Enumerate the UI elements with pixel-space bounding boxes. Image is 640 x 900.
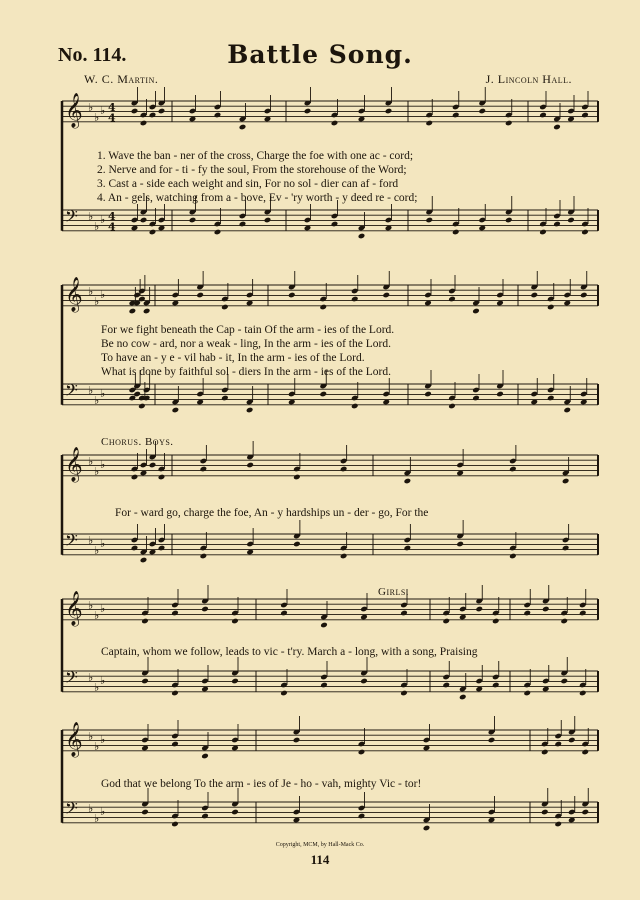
note-head bbox=[442, 618, 450, 625]
note-head bbox=[293, 541, 301, 548]
flat-sign: ♭ bbox=[100, 288, 106, 301]
note-head bbox=[424, 391, 432, 398]
hymn-number: No. 114. bbox=[58, 44, 127, 66]
bass-clef: 𝄢 bbox=[65, 798, 78, 822]
note-head bbox=[488, 737, 496, 744]
chorus-lyric-line-2: Captain, whom we follow, leads to vic - t'ry. March a - long, with a song, Praising bbox=[101, 646, 478, 658]
note-head bbox=[442, 682, 450, 689]
flat-sign: ♭ bbox=[100, 674, 106, 687]
note-head bbox=[214, 229, 222, 236]
note-head bbox=[400, 690, 408, 697]
note-head bbox=[448, 296, 456, 303]
note-head bbox=[158, 545, 166, 552]
note-head bbox=[523, 690, 531, 697]
note-head bbox=[425, 217, 433, 224]
note-head bbox=[231, 618, 239, 625]
treble-clef: 𝄞 bbox=[65, 93, 83, 128]
bass-clef: 𝄢 bbox=[65, 667, 78, 691]
note-head bbox=[358, 813, 366, 820]
note-head bbox=[196, 292, 204, 299]
note-head bbox=[246, 462, 254, 469]
note-head bbox=[568, 737, 576, 744]
note-head bbox=[129, 308, 137, 315]
note-head bbox=[264, 217, 272, 224]
note-head bbox=[560, 618, 568, 625]
flat-sign: ♭ bbox=[88, 802, 94, 815]
note-head bbox=[562, 545, 570, 552]
bass-clef: 𝄢 bbox=[65, 206, 78, 230]
time-signature: 4 bbox=[108, 210, 116, 223]
note-head bbox=[331, 221, 339, 228]
lyric-line-1-verse-4: 4. An - gels, watching from a - bove, Ev - 'ry worth - y deed re - cord; bbox=[97, 192, 418, 204]
note-head bbox=[143, 395, 151, 402]
note-head bbox=[340, 466, 348, 473]
note-head bbox=[472, 308, 480, 315]
note-head bbox=[547, 304, 555, 311]
flat-sign: ♭ bbox=[100, 537, 106, 550]
note-head bbox=[149, 112, 157, 119]
composer-credit: J. Lincoln Hall. bbox=[485, 72, 572, 86]
note-head bbox=[581, 112, 589, 119]
lyric-line-1-verse-2: 2. Nerve and for - ti - fy the soul, From the storehouse of the Word; bbox=[97, 164, 407, 176]
note-head bbox=[509, 553, 517, 560]
note-head bbox=[554, 821, 562, 828]
flat-sign: ♭ bbox=[88, 384, 94, 397]
note-head bbox=[171, 821, 179, 828]
note-head bbox=[423, 825, 431, 832]
note-head bbox=[288, 292, 296, 299]
flat-sign: ♭ bbox=[94, 394, 100, 407]
note-head bbox=[358, 233, 366, 240]
note-head bbox=[171, 610, 179, 617]
note-head bbox=[478, 108, 486, 115]
flat-sign: ♭ bbox=[94, 812, 100, 825]
flat-sign: ♭ bbox=[88, 671, 94, 684]
note-head bbox=[475, 606, 483, 613]
flat-sign: ♭ bbox=[94, 681, 100, 694]
flat-sign: ♭ bbox=[100, 104, 106, 117]
note-head bbox=[400, 610, 408, 617]
flat-sign: ♭ bbox=[94, 740, 100, 753]
note-head bbox=[539, 112, 547, 119]
hymn-title: Battle Song. bbox=[227, 40, 413, 69]
note-head bbox=[579, 610, 587, 617]
bass-clef: 𝄢 bbox=[65, 380, 78, 404]
flat-sign: ♭ bbox=[88, 285, 94, 298]
note-head bbox=[360, 678, 368, 685]
note-head bbox=[231, 678, 239, 685]
note-head bbox=[560, 678, 568, 685]
note-head bbox=[246, 407, 254, 414]
note-head bbox=[553, 124, 561, 131]
note-head bbox=[385, 108, 393, 115]
note-head bbox=[141, 809, 149, 816]
note-head bbox=[547, 395, 555, 402]
note-head bbox=[496, 391, 504, 398]
note-head bbox=[158, 474, 166, 481]
note-head bbox=[140, 120, 148, 127]
note-head bbox=[221, 395, 229, 402]
note-head bbox=[172, 407, 180, 414]
note-head bbox=[201, 606, 209, 613]
flat-sign: ♭ bbox=[88, 210, 94, 223]
note-head bbox=[200, 553, 208, 560]
chorus-lyric-line-1: For - ward go, charge the foe, An - y hardships un - der - go, For the bbox=[115, 507, 429, 519]
note-head bbox=[214, 112, 222, 119]
flat-sign: ♭ bbox=[94, 609, 100, 622]
note-head bbox=[505, 120, 513, 127]
note-head bbox=[131, 108, 139, 115]
note-head bbox=[140, 217, 148, 224]
flat-sign: ♭ bbox=[100, 805, 106, 818]
note-head bbox=[351, 296, 359, 303]
note-head bbox=[404, 478, 412, 485]
page-number: 114 bbox=[310, 852, 330, 867]
note-head bbox=[293, 737, 301, 744]
note-head bbox=[131, 474, 139, 481]
note-head bbox=[231, 809, 239, 816]
note-head bbox=[539, 229, 547, 236]
note-head bbox=[331, 120, 339, 127]
note-head bbox=[509, 466, 517, 473]
note-head bbox=[158, 108, 166, 115]
note-head bbox=[541, 809, 549, 816]
note-head bbox=[542, 606, 550, 613]
time-signature: 4 bbox=[108, 111, 116, 125]
flat-sign: ♭ bbox=[88, 455, 94, 468]
flat-sign: ♭ bbox=[94, 220, 100, 233]
flat-sign: ♭ bbox=[88, 101, 94, 114]
note-head bbox=[541, 749, 549, 756]
lyricist-credit: W. C. Martin. bbox=[84, 72, 159, 86]
note-head bbox=[553, 221, 561, 228]
note-head bbox=[221, 304, 229, 311]
note-head bbox=[554, 741, 562, 748]
note-head bbox=[581, 809, 589, 816]
note-head bbox=[404, 545, 412, 552]
note-head bbox=[304, 108, 312, 115]
treble-clef: 𝄞 bbox=[65, 722, 83, 757]
note-head bbox=[171, 690, 179, 697]
note-head bbox=[143, 308, 151, 315]
note-head bbox=[472, 395, 480, 402]
note-head bbox=[351, 403, 359, 410]
flat-sign: ♭ bbox=[88, 599, 94, 612]
note-head bbox=[140, 557, 148, 564]
note-head bbox=[201, 813, 209, 820]
note-head bbox=[201, 753, 209, 760]
note-head bbox=[171, 741, 179, 748]
treble-clef: 𝄞 bbox=[65, 447, 83, 482]
note-head bbox=[319, 304, 327, 311]
lyric-line-2-verse-4: What is done by faithful sol - diers In the arm - ies of the Lord. bbox=[101, 366, 391, 378]
note-head bbox=[280, 610, 288, 617]
treble-clef: 𝄞 bbox=[65, 277, 83, 312]
chorus-boys-label: Chorus. Boys. bbox=[101, 436, 174, 448]
flat-sign: ♭ bbox=[88, 730, 94, 743]
flat-sign: ♭ bbox=[94, 111, 100, 124]
flat-sign: ♭ bbox=[100, 458, 106, 471]
girls-label: Girls. bbox=[378, 586, 410, 598]
note-head bbox=[459, 694, 467, 701]
note-head bbox=[456, 541, 464, 548]
note-head bbox=[562, 478, 570, 485]
flat-sign: ♭ bbox=[94, 544, 100, 557]
treble-clef: 𝄞 bbox=[65, 591, 83, 626]
note-head bbox=[448, 403, 456, 410]
flat-sign: ♭ bbox=[94, 465, 100, 478]
flat-sign: ♭ bbox=[100, 213, 106, 226]
flat-sign: ♭ bbox=[94, 295, 100, 308]
note-head bbox=[425, 120, 433, 127]
copyright-notice: Copyright, MCM, by Hall-Mack Co. bbox=[275, 842, 365, 848]
note-head bbox=[581, 749, 589, 756]
note-head bbox=[149, 462, 157, 469]
note-head bbox=[200, 466, 208, 473]
note-head bbox=[149, 229, 157, 236]
note-head bbox=[293, 474, 301, 481]
note-head bbox=[452, 112, 460, 119]
time-signature: 4 bbox=[108, 101, 116, 114]
note-head bbox=[189, 217, 197, 224]
lyric-line-1-verse-1: 1. Wave the ban - ner of the cross, Charge the foe with one ac - cord; bbox=[97, 150, 414, 162]
note-head bbox=[358, 749, 366, 756]
flat-sign: ♭ bbox=[100, 602, 106, 615]
note-head bbox=[340, 553, 348, 560]
flat-sign: ♭ bbox=[100, 733, 106, 746]
bass-clef: 𝄢 bbox=[65, 530, 78, 554]
chorus-lyric-line-3: God that we belong To the arm - ies of Je - ho - vah, mighty Vic - tor! bbox=[101, 778, 422, 790]
note-head bbox=[567, 217, 575, 224]
note-head bbox=[141, 618, 149, 625]
note-head bbox=[138, 403, 146, 410]
note-head bbox=[530, 292, 538, 299]
note-head bbox=[580, 292, 588, 299]
note-head bbox=[579, 690, 587, 697]
note-head bbox=[563, 407, 571, 414]
note-head bbox=[492, 618, 500, 625]
lyric-line-2-verse-3: To have an - y e - vil hab - it, In the arm - ies of the Lord. bbox=[101, 352, 365, 364]
note-head bbox=[280, 690, 288, 697]
note-head bbox=[239, 221, 247, 228]
note-head bbox=[131, 545, 139, 552]
note-head bbox=[320, 622, 328, 629]
time-signature: 4 bbox=[108, 220, 116, 234]
note-head bbox=[141, 678, 149, 685]
lyric-line-1-verse-3: 3. Cast a - side each weight and sin, For no sol - dier can af - ford bbox=[97, 178, 399, 190]
flat-sign: ♭ bbox=[100, 387, 106, 400]
note-head bbox=[452, 229, 460, 236]
note-head bbox=[320, 682, 328, 689]
note-head bbox=[239, 124, 247, 131]
note-head bbox=[581, 229, 589, 236]
note-head bbox=[382, 292, 390, 299]
note-head bbox=[523, 610, 531, 617]
lyric-line-2-verse-1: For we fight beneath the Cap - tain Of the arm - ies of the Lord. bbox=[101, 324, 395, 336]
lyric-line-2-verse-2: Be no cow - ard, nor a weak - ling, In the arm - ies of the Lord. bbox=[101, 338, 391, 350]
note-head bbox=[492, 682, 500, 689]
flat-sign: ♭ bbox=[88, 534, 94, 547]
note-head bbox=[319, 391, 327, 398]
note-head bbox=[505, 217, 513, 224]
